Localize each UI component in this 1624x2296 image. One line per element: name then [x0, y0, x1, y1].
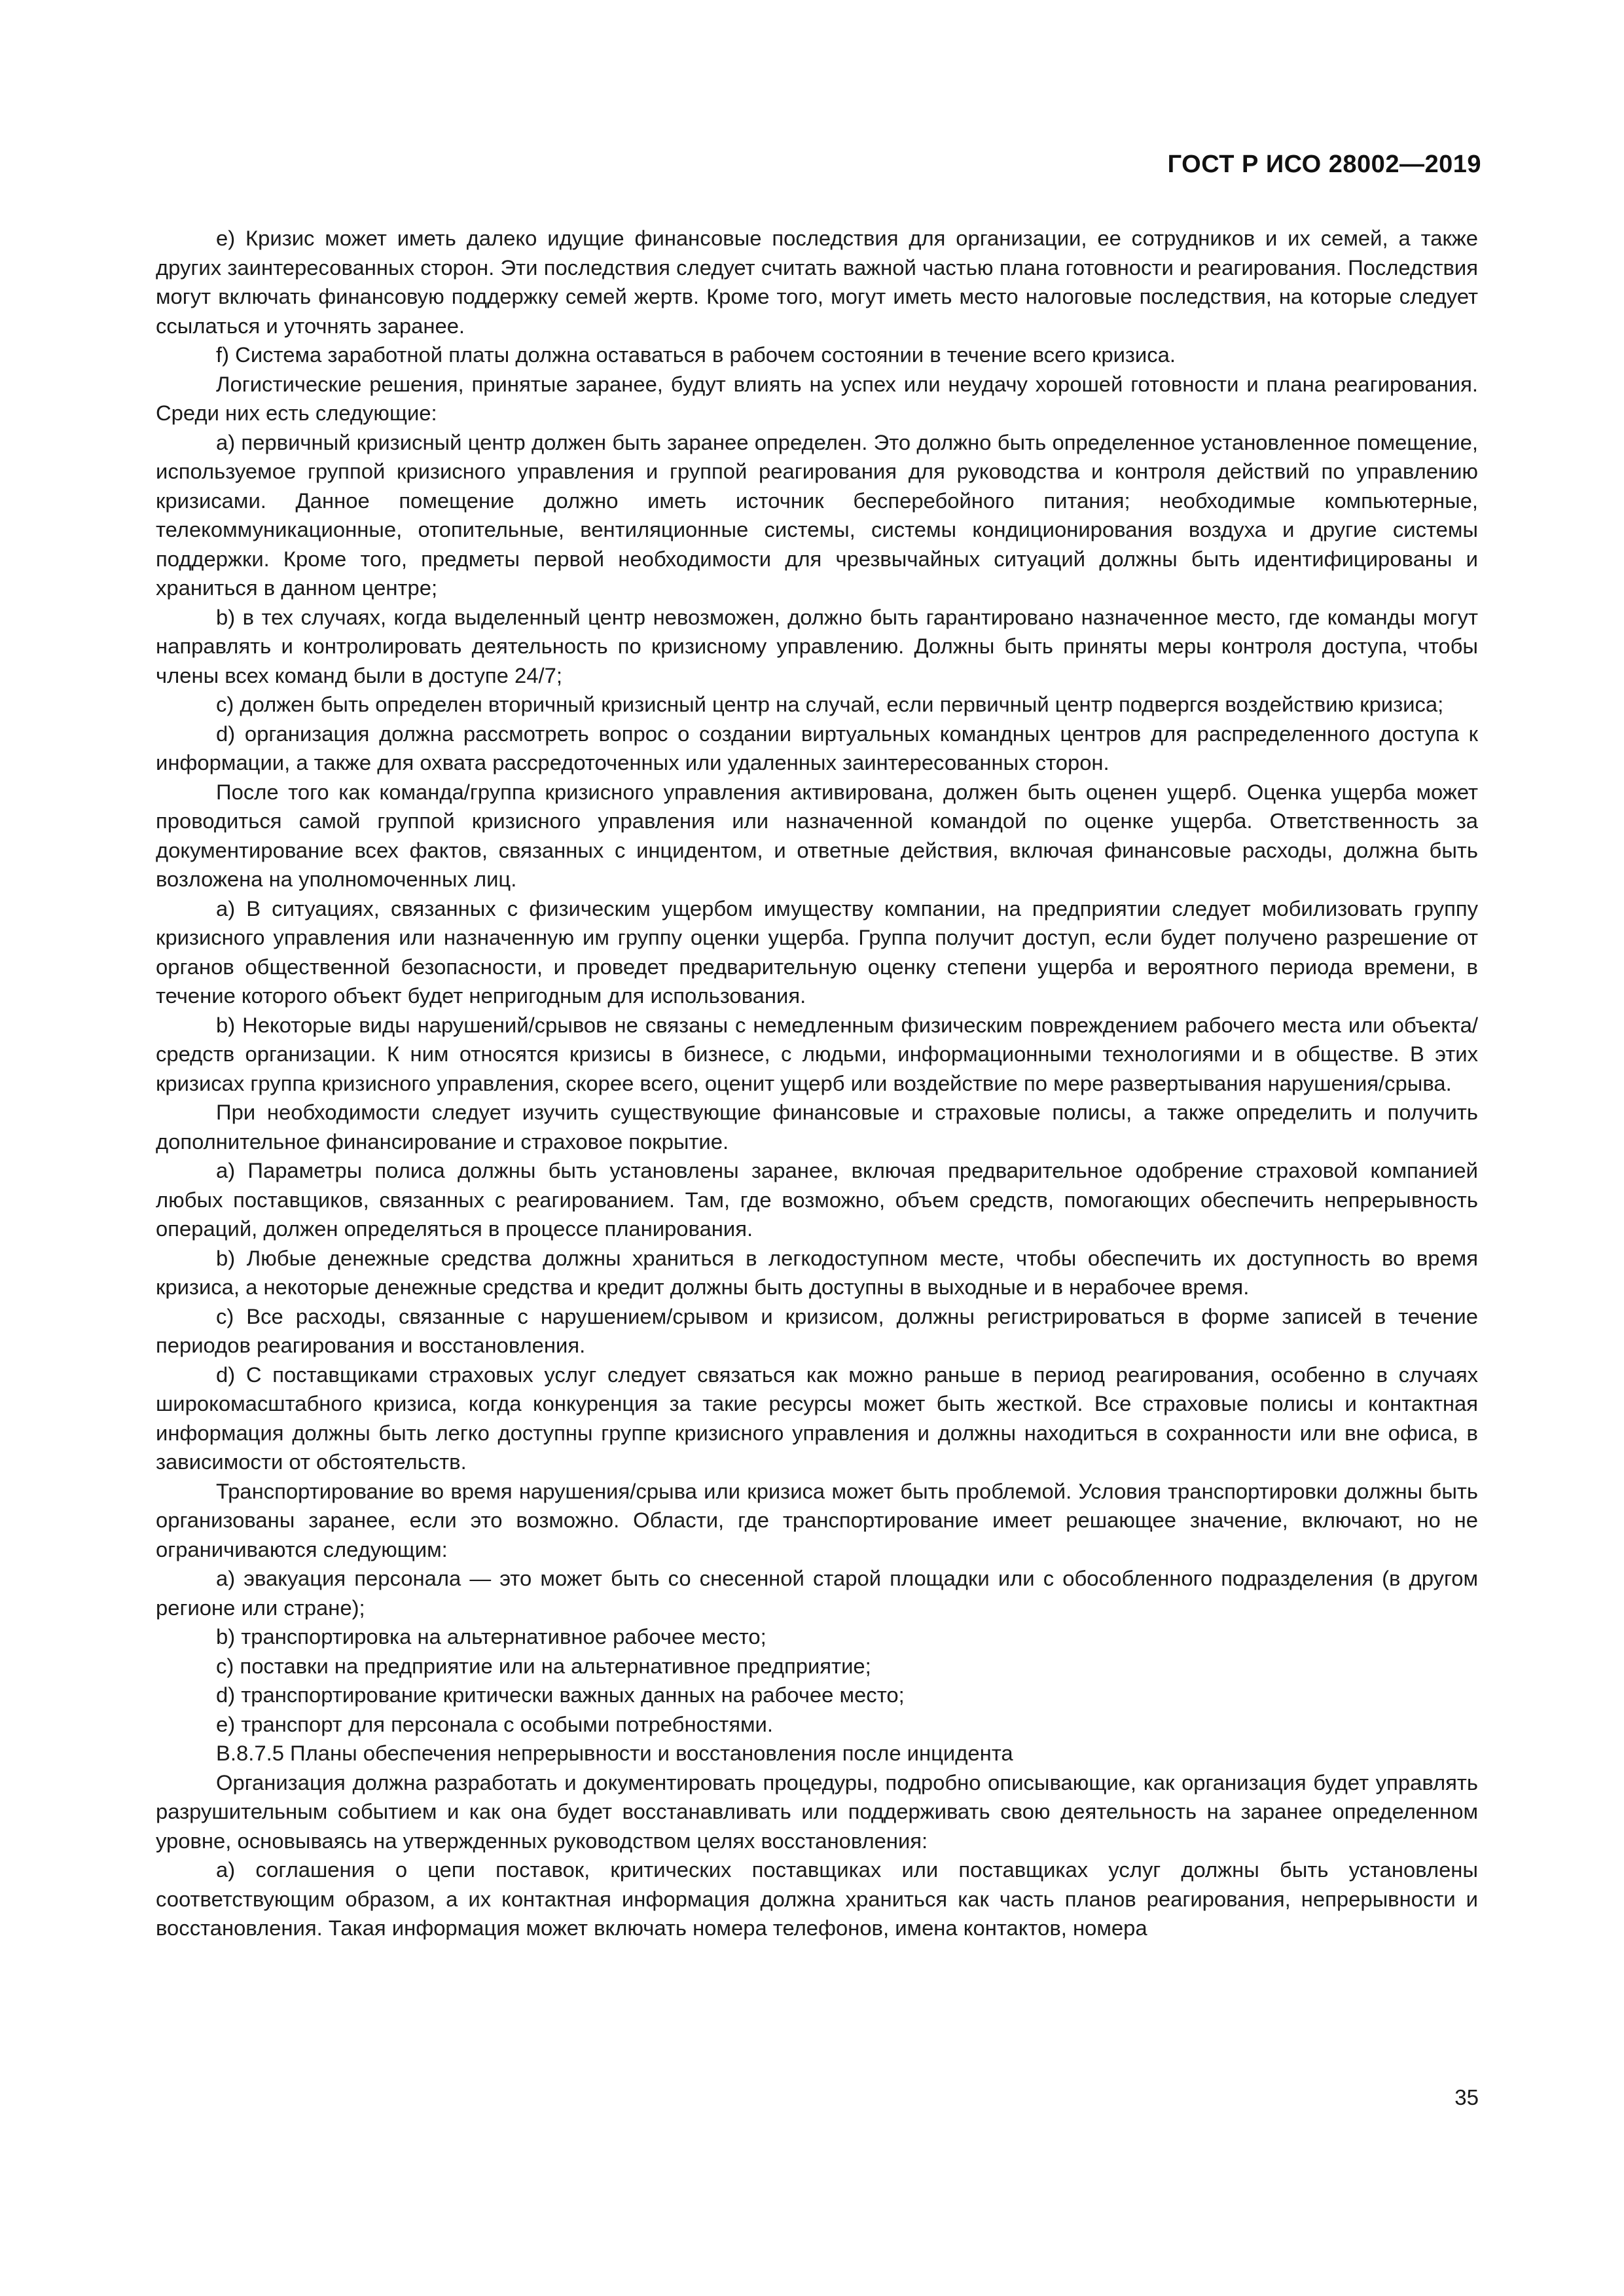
document-header-code: ГОСТ Р ИСО 28002—2019	[1167, 151, 1481, 178]
paragraph-insurance-c: c) Все расходы, связанные с нарушением/срывом и кризисом, должны регистрироваться в форме записей в течение периодов реагирования и восстановления.	[156, 1303, 1478, 1357]
paragraph-transport-b: b) транспортировка на альтернативное рабочее место;	[216, 1624, 767, 1649]
paragraph-continuity-intro: Организация должна разработать и документировать процедуры, подробно описывающие, как организация будет управлять разрушительным событием и как она будет восстанавливать или поддерживать свою деятельность на заранее определенном уровне, основываясь на утвержденных руководством целях восстановления:	[156, 1770, 1478, 1853]
section-heading-b875: B.8.7.5 Планы обеспечения непрерывности и восстановления после инцидента	[216, 1741, 1013, 1765]
paragraph-insurance-a: a) Параметры полиса должны быть установлены заранее, включая предварительное одобрение страховой компанией любых поставщиков, связанных с реагированием. Там, где возможно, объем средств, помогающих обеспечить непрерывность операций, должен определяться в процессе планирования.	[156, 1158, 1478, 1241]
paragraph-insurance-b: b) Любые денежные средства должны храниться в легкодоступном месте, чтобы обеспечить их доступность во время кризиса, а некоторые денежные средства и кредит должны быть доступны в выходные и в нерабочее время.	[156, 1245, 1478, 1299]
paragraph-damage-a: a) В ситуациях, связанных с физическим ущербом имуществу компании, на предприятии следует мобилизовать группу кризисного управления или назначенную им группу оценки ущерба. Группа получит доступ, если будет получено разрешение от органов общественной безопасности, и проведет предварительную оценку степени ущерба и вероятного периода времени, в течение которого объект будет непригодным для использования.	[156, 896, 1478, 1008]
paragraph-transport-e: e) транспорт для персонала с особыми потребностями.	[216, 1711, 773, 1736]
page-number: 35	[1454, 2085, 1479, 2109]
paragraph-transport-d: d) транспортирование критически важных данных на рабочее место;	[216, 1683, 905, 1707]
paragraph-insurance-d: d) С поставщиками страховых услуг следует связаться как можно раньше в период реагирования, особенно в случаях широкомасштабного кризиса, когда конкуренция за такие ресурсы может быть жесткой. Все страховые полисы и контактная информация должны быть легко доступны группе кризисного управления и должны находиться в сохранности или вне офиса, в зависимости от обстоятельств.	[156, 1362, 1478, 1474]
paragraph-transport-c: c) поставки на предприятие или на альтернативное предприятие;	[216, 1653, 871, 1678]
paragraph-logistics-d: d) организация должна рассмотреть вопрос о создании виртуальных командных центров для распределенного доступа к информации, а также для охвата рассредоточенных или удаленных заинтересованных сторон.	[156, 721, 1478, 774]
paragraph-logistics-c: c) должен быть определен вторичный кризисный центр на случай, если первичный центр подвергся воздействию кризиса;	[216, 692, 1444, 716]
paragraph-transport-intro: Транспортирование во время нарушения/срыва или кризиса может быть проблемой. Условия транспортировки должны быть организованы заранее, если это возможно. Области, где транспортирование имеет решающее значение, включают, но не ограничиваются следующим:	[156, 1478, 1478, 1561]
paragraph-damage-intro: После того как команда/группа кризисного управления активирована, должен быть оценен ущерб. Оценка ущерба может проводиться самой группой кризисного управления или назначенной командой по оценке ущерба. Ответственность за документирование всех фактов, связанных с инцидентом, и ответные действия, включая финансовые расходы, должна быть возложена на уполномоченных лиц.	[156, 779, 1478, 891]
paragraph-insurance-intro: При необходимости следует изучить существующие финансовые и страховые полисы, а также определить и получить дополнительное финансирование и страховое покрытие.	[156, 1100, 1478, 1154]
document-body	[156, 224, 1478, 1943]
paragraph-f-payroll: f) Система заработной платы должна оставаться в рабочем состоянии в течение всего кризиса.	[216, 342, 1176, 367]
paragraph-e-financial: e) Кризис может иметь далеко идущие финансовые последствия для организации, ее сотрудников и их семей, а также других заинтересованных сторон. Эти последствия следует считать важной частью плана готовности и реагирования. Последствия могут включать финансовую поддержку семей жертв. Кроме того, могут иметь место налоговые последствия, на которые следует ссылаться и уточнять заранее.	[156, 226, 1478, 338]
paragraph-logistics-a: a) первичный кризисный центр должен быть заранее определен. Это должно быть определенное установленное помещение, используемое группой кризисного управления и группой реагирования для руководства и контроля действий по управлению кризисами. Данное помещение должно иметь источник бесперебойного питания; необходимые компьютерные, телекоммуникационные, отопительные, вентиляционные системы, системы кондиционирования воздуха и другие системы поддержки. Кроме того, предметы первой необходимости для чрезвычайных ситуаций должны быть идентифицированы и храниться в данном центре;	[156, 429, 1478, 600]
paragraph-continuity-a: a) соглашения о цепи поставок, критических поставщиках или поставщиках услуг должны быть установлены соответствующим образом, а их контактная информация должна храниться как часть планов реагирования, непрерывности и восстановления. Такая информация может включать номера телефонов, имена контактов, номера	[156, 1857, 1478, 1940]
paragraph-logistics-b: b) в тех случаях, когда выделенный центр невозможен, должно быть гарантировано назначенное место, где команды могут направлять и контролировать деятельность по кризисному управлению. Должны быть приняты меры контроля доступа, чтобы члены всех команд были в доступе 24/7;	[156, 604, 1478, 687]
paragraph-logistics-intro: Логистические решения, принятые заранее, будут влиять на успех или неудачу хорошей готовности и плана реагирования. Среди них есть следующие:	[156, 371, 1478, 425]
paragraph-damage-b: b) Некоторые виды нарушений/срывов не связаны с немедленным физическим повреждением рабочего места или объекта/средств организации. К ним относятся кризисы в бизнесе, с людьми, информационными технологиями и в обществе. В этих кризисах группа кризисного управления, скорее всего, оценит ущерб или воздействие по мере развертывания нарушения/срыва.	[156, 1012, 1478, 1095]
paragraph-transport-a: a) эвакуация персонала — это может быть со снесенной старой площадки или с обособленного подразделения (в другом регионе или стране);	[156, 1566, 1478, 1620]
